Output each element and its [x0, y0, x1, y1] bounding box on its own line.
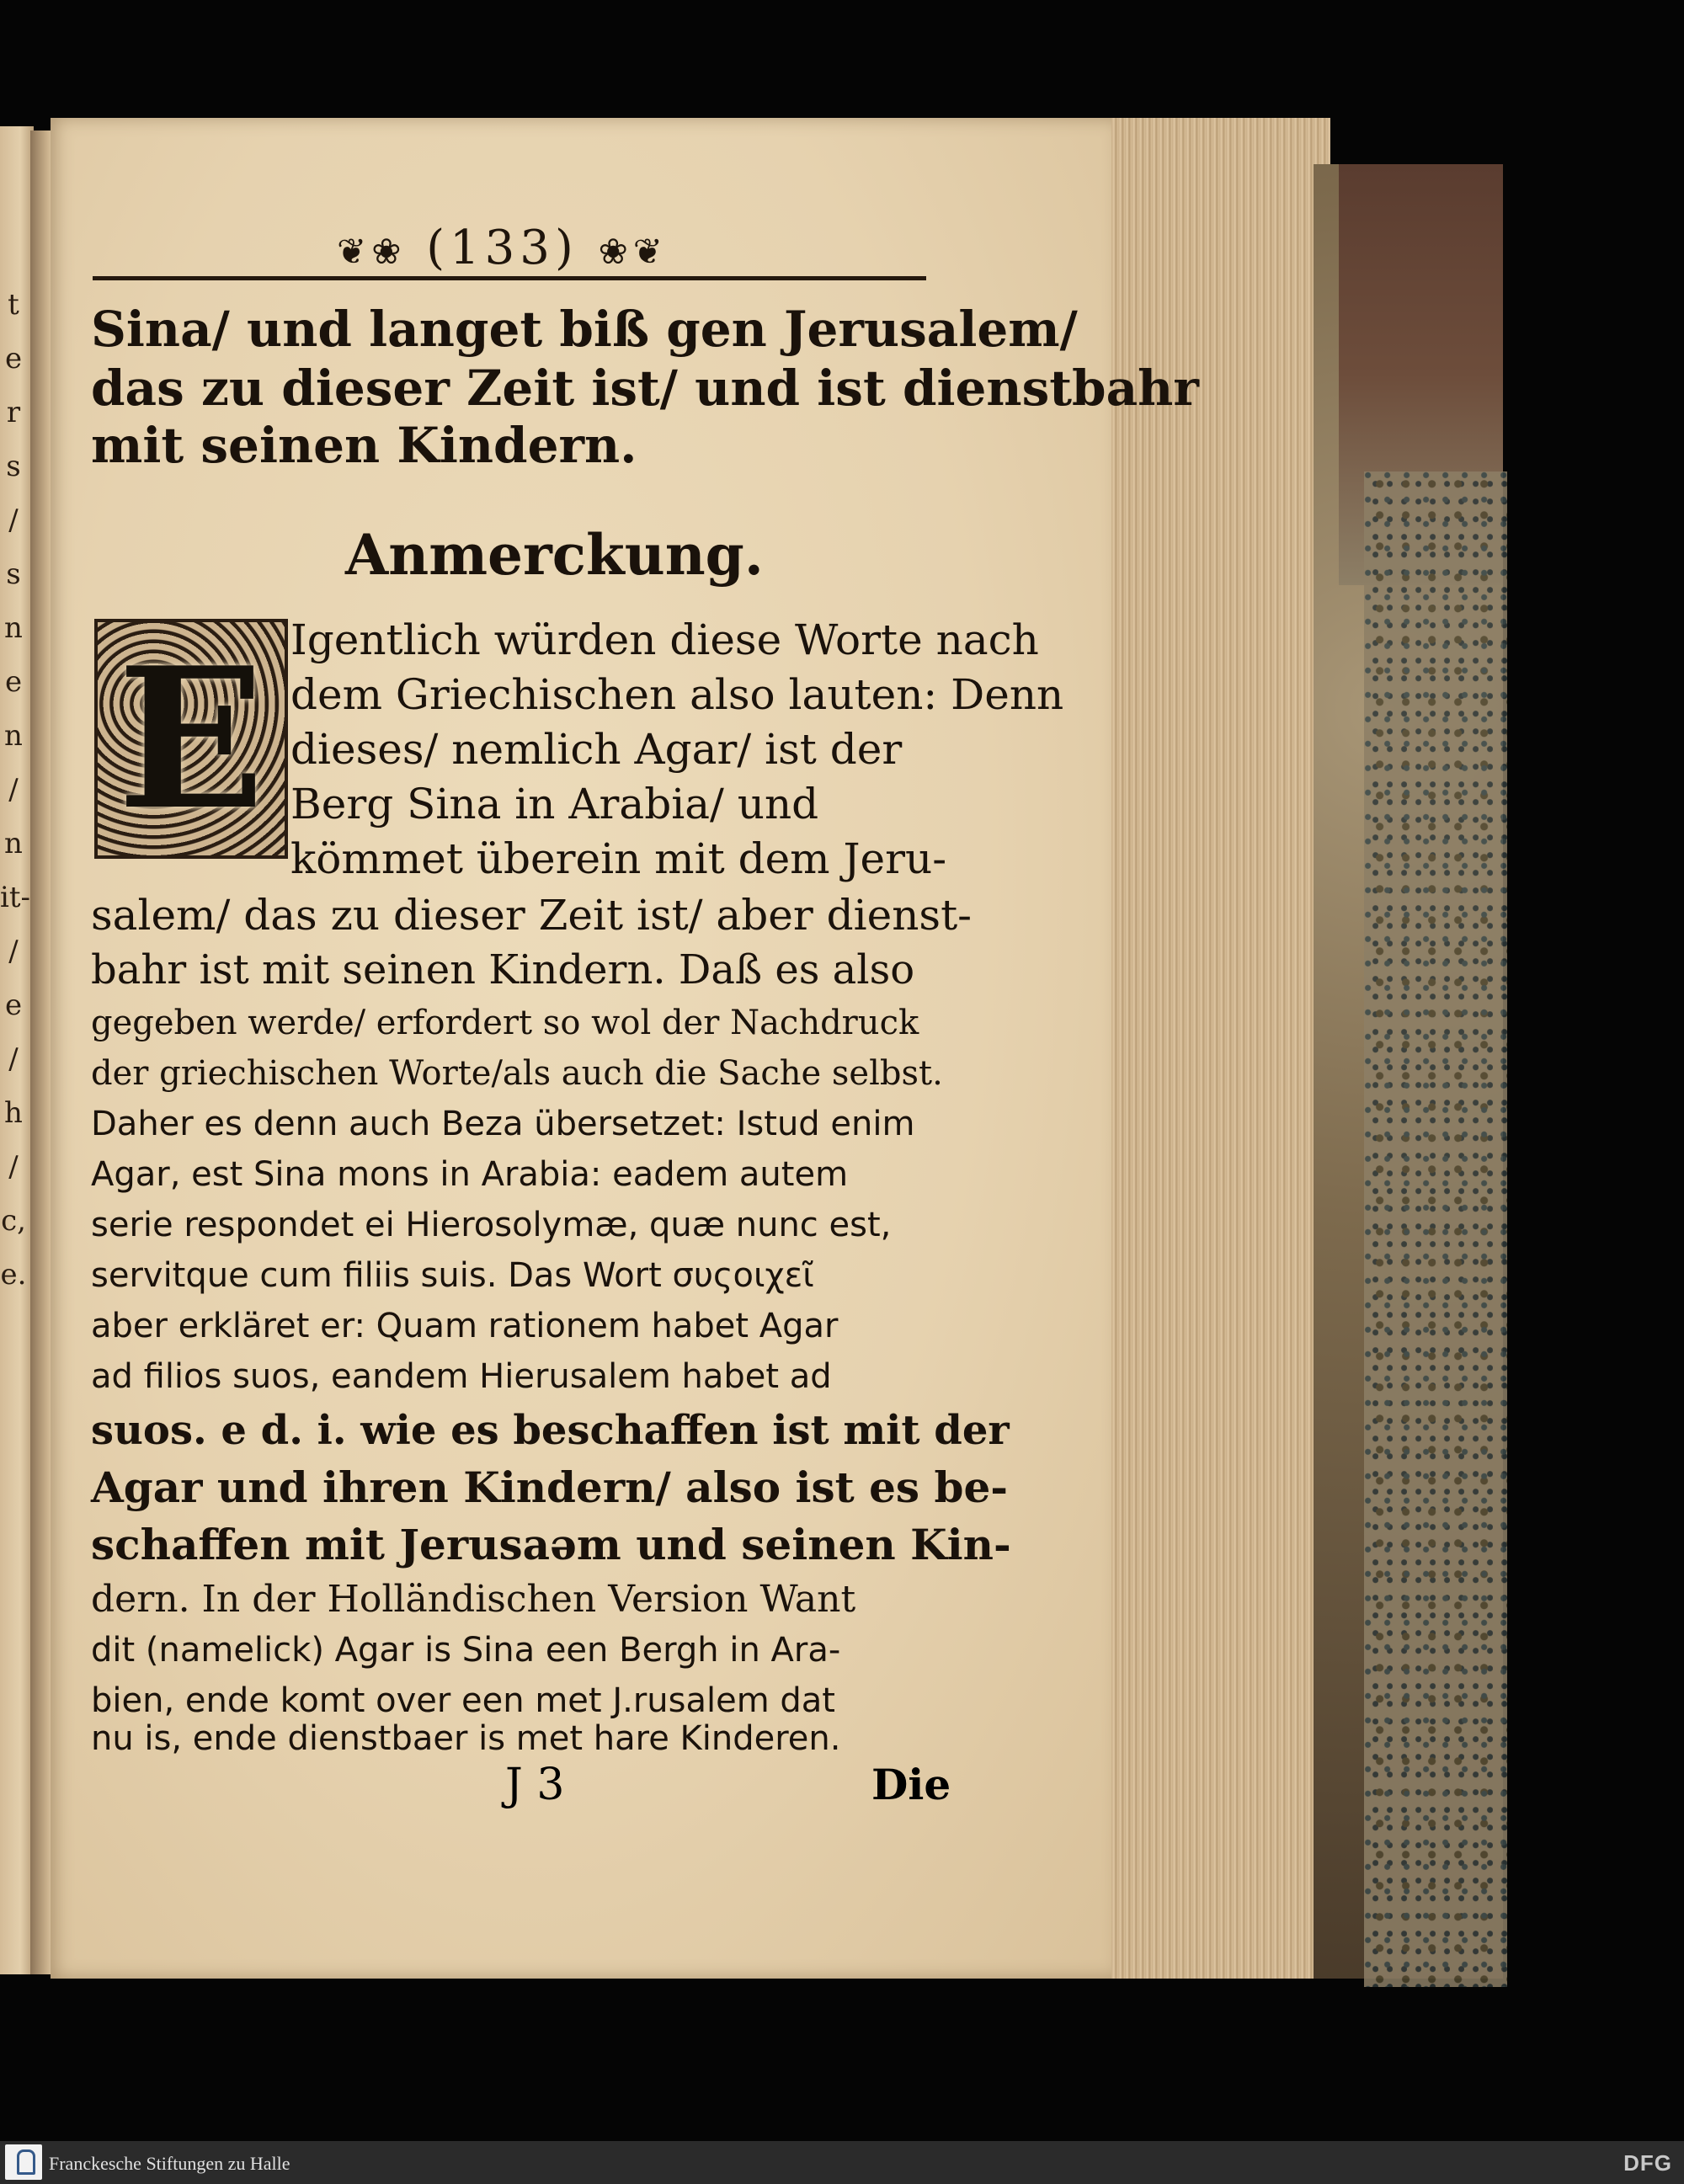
- signature-mark: J 3: [505, 1760, 565, 1810]
- institution-name[interactable]: Franckesche Stiftungen zu Halle: [49, 2153, 290, 2174]
- left-margin-fragment: /: [8, 1042, 19, 1076]
- dfg-logo[interactable]: DFG: [1623, 2150, 1672, 2176]
- left-margin-fragments: [0, 278, 31, 1302]
- left-margin-fragment: e: [4, 342, 23, 376]
- left-margin-fragment: it-: [0, 881, 31, 914]
- verse-line: Sina/ und langet biß gen Jerusalem/: [91, 301, 1078, 358]
- text-line: Berg Sina in Arabia/ und: [290, 780, 819, 828]
- text-line: dit (namelick) Agar is Sina een Bergh in Ara-: [91, 1631, 841, 1670]
- verse-line: das zu dieser Zeit ist/ und ist dienstbahr: [91, 360, 1199, 417]
- text-line: suos. e d. i. wie es beschaffen ist mit der: [91, 1407, 1010, 1454]
- left-margin-fragment: s: [6, 450, 21, 483]
- left-margin-fragment: c,: [1, 1204, 26, 1238]
- text-line: Igentlich würden diese Worte nach: [290, 615, 1039, 664]
- text-line: aber erkläret er: Quam rationem habet Agar: [91, 1307, 839, 1345]
- left-margin-fragment: /: [8, 503, 19, 537]
- left-margin-fragment: s: [6, 557, 21, 591]
- left-margin-fragment: /: [8, 773, 19, 807]
- text-line: kömmet überein mit dem Jeru-: [290, 834, 947, 883]
- text-line: salem/ das zu dieser Zeit ist/ aber dienst-: [91, 891, 973, 940]
- left-margin-fragment: t: [8, 288, 19, 322]
- text-line: schaffen mit Jerusaəm und seinen Kin-: [91, 1520, 1011, 1569]
- text-line: dern. In der Holländischen Version Want: [91, 1578, 856, 1621]
- running-head: [337, 221, 668, 275]
- text-line: der griechischen Worte/als auch die Sache selbst.: [91, 1054, 943, 1093]
- left-margin-fragment: /: [8, 1150, 19, 1184]
- text-line: gegeben werde/ erfordert so wol der Nachdruck: [91, 1004, 919, 1042]
- left-margin-fragment: r: [6, 396, 21, 429]
- left-margin-fragment: /: [8, 935, 19, 968]
- text-line: servitque cum filiis suis. Das Wort συςοιχεῖ: [91, 1256, 814, 1295]
- page-number: (133): [426, 221, 578, 275]
- left-margin-fragment: h: [4, 1096, 23, 1130]
- left-margin-fragment: n: [4, 827, 23, 860]
- text-line: ad filios suos, eandem Hierusalem habet ad: [91, 1357, 832, 1396]
- catchword: Die: [871, 1760, 951, 1809]
- text-line: dieses/ nemlich Agar/ ist der: [290, 725, 903, 774]
- text-line: dem Griechischen also lauten: Denn: [290, 670, 1064, 719]
- initial-letter: E: [117, 625, 265, 853]
- left-margin-fragment: n: [4, 611, 23, 645]
- verse-line: mit seinen Kindern.: [91, 417, 637, 474]
- text-line: serie respondet ei Hierosolymæ, quæ nunc est,: [91, 1206, 892, 1244]
- text-line: Agar, est Sina mons in Arabia: eadem autem: [91, 1155, 849, 1194]
- ornament-left-icon: ❦❀: [337, 231, 407, 272]
- viewer-footer: [0, 2141, 1684, 2184]
- text-line: bahr ist mit seinen Kindern. Daß es also: [91, 946, 915, 993]
- left-margin-fragment: n: [4, 719, 23, 753]
- text-line: Daher es denn auch Beza übersetzet: Istud enim: [91, 1105, 915, 1143]
- institution-logo-icon[interactable]: [5, 2144, 42, 2180]
- text-line: Agar und ihren Kindern/ also ist es be-: [91, 1462, 1009, 1512]
- left-margin-fragment: e.: [0, 1258, 27, 1292]
- ornament-right-icon: ❀❦: [598, 231, 668, 272]
- decorated-initial: [94, 619, 288, 859]
- text-line: bien, ende komt over een met J.rusalem dat: [91, 1681, 835, 1720]
- left-margin-fragment: e: [4, 665, 23, 699]
- left-margin-fragment: e: [4, 988, 23, 1022]
- cover-marbling: [1364, 471, 1507, 1987]
- text-line: nu is, ende dienstbaer is met hare Kinderen.: [91, 1719, 841, 1758]
- section-heading: Anmerckung.: [345, 522, 764, 588]
- header-rule: [93, 276, 926, 280]
